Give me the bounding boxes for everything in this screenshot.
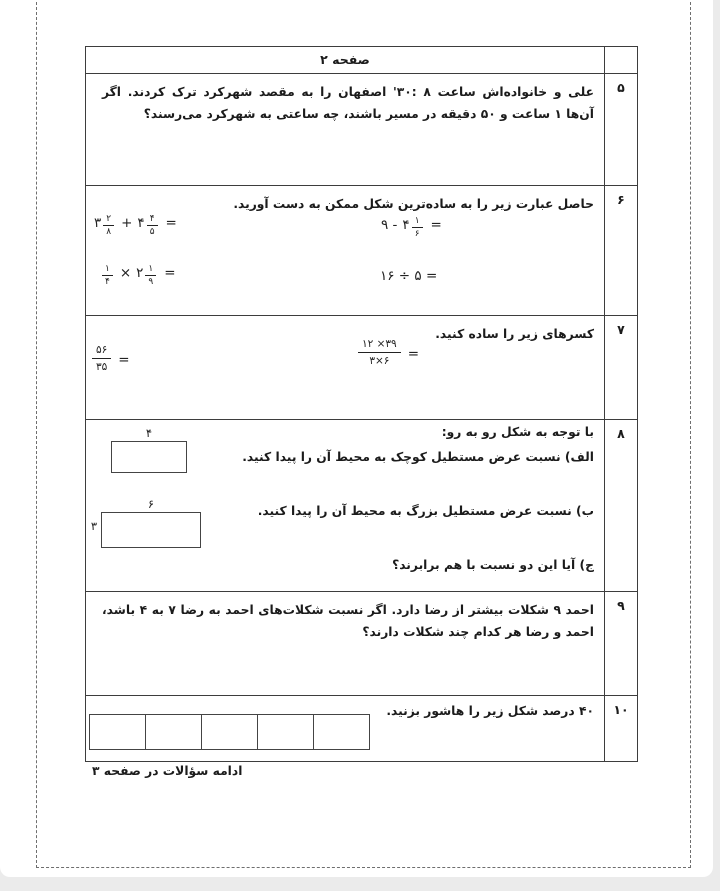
fraction-denominator: ۴: [105, 277, 110, 287]
fraction-denominator: ۶: [414, 229, 420, 239]
questions-table: [85, 46, 638, 762]
q7-fraction-simple: [92, 344, 130, 373]
fraction-numerator: ۱: [412, 216, 423, 228]
equals-sign: =: [430, 217, 442, 233]
big-rectangle: [101, 512, 201, 548]
question-8-content: [86, 420, 604, 591]
math-operator: +: [121, 215, 133, 231]
question-6-content: [86, 186, 604, 315]
math-token: ۴: [137, 215, 145, 231]
question-9-number: ۹: [604, 592, 637, 695]
math-token: ۲: [136, 265, 144, 281]
question-row-5: [86, 73, 637, 185]
question-8-number: ۸: [604, 420, 637, 591]
question-8-part-c: ج) آیا این دو نسبت با هم برابرند؟: [392, 558, 594, 572]
fraction-denominator: ۳۵: [96, 361, 108, 373]
question-10-text: ۴۰ درصد شکل زیر را هاشور بزنید.: [386, 704, 594, 718]
question-8-intro: با توجه به شکل رو به رو:: [441, 425, 594, 439]
question-6-text: حاصل عبارت زیر را به ساده‌ترین شکل ممکن به دست آورید.: [233, 197, 594, 211]
fraction-numerator: ۲: [103, 214, 114, 226]
question-7-number: ۷: [604, 316, 637, 419]
question-9-text: احمد ۹ شکلات بیشتر از رضا دارد. اگر نسبت شکلات‌های احمد به رضا ۷ به ۴ باشد، احمد و رضا هر کدام چند شکلات دارند؟: [102, 603, 594, 639]
page-title: صفحه ۲: [320, 52, 370, 67]
question-10-content: [86, 696, 604, 761]
fraction-denominator: ۹: [148, 277, 154, 287]
question-6-number: ۶: [604, 186, 637, 315]
q6-expression-multiplication: [100, 264, 176, 287]
small-rectangle-width-label: ۴: [145, 426, 153, 440]
fraction: [103, 214, 114, 237]
fraction: [92, 344, 111, 373]
fraction-denominator: ۵: [149, 227, 155, 237]
fraction: [412, 216, 423, 239]
grid-cell: [90, 715, 145, 749]
question-9-content: [86, 592, 604, 695]
fraction-numerator: ۱۲ ×۳۹: [358, 338, 401, 353]
fraction-numerator: ۱: [102, 264, 113, 276]
question-5-text: علی و خانواده‌اش ساعت ۸ :۳۰' اصفهان را به مقصد شهرکرد ترک کردند. اگر آن‌ها ۱ ساعت و ۵۰ دقیقه در مسیر باشند، چه ساعتی به شهرکرد می‌رسند؟: [102, 85, 595, 121]
math-token: ۴: [402, 217, 410, 233]
header-number-cell: [604, 47, 637, 73]
fraction-denominator: ۳×۶: [369, 355, 390, 367]
fraction: [147, 214, 158, 237]
fraction: [145, 264, 156, 287]
question-row-8: [86, 419, 637, 591]
fraction: [358, 338, 401, 367]
q6-expression-subtraction: [381, 216, 442, 239]
equals-sign: =: [165, 215, 177, 231]
math-token: ۳: [94, 215, 102, 231]
question-7-content: [86, 316, 604, 419]
footer-note: ادامه سؤالات در صفحه ۳: [92, 764, 243, 778]
fraction-numerator: ۴: [147, 214, 158, 226]
fraction-numerator: ۱: [145, 264, 156, 276]
grid-cell: [313, 715, 369, 749]
question-8-part-b: ب) نسبت عرض مستطیل بزرگ به محیط آن را پیدا کنید.: [257, 504, 594, 518]
question-row-6: [86, 185, 637, 315]
question-8-part-a: الف) نسبت عرض مستطیل کوچک به محیط آن را پیدا کنید.: [242, 450, 594, 464]
question-10-number: ۱۰: [604, 696, 637, 761]
grid-cell: [201, 715, 257, 749]
q6-expression-division: ۱۶ ÷ ۵ =: [380, 268, 438, 284]
fraction: [102, 264, 113, 287]
big-rectangle-width-label: ۶: [147, 497, 155, 511]
equals-sign: =: [118, 352, 130, 368]
grid-cell: [145, 715, 201, 749]
fraction-numerator: ۵۶: [92, 344, 111, 359]
q6-expression-addition: [94, 214, 177, 237]
percent-grid: [89, 714, 370, 750]
small-rectangle: [111, 441, 187, 473]
table-header-row: [86, 47, 637, 73]
big-rectangle-height-label: ۳: [90, 519, 98, 533]
question-5-content: [86, 74, 604, 185]
question-row-9: [86, 591, 637, 695]
grid-cell: [257, 715, 313, 749]
question-5-number: ۵: [604, 74, 637, 185]
question-7-text: کسرهای زیر را ساده کنید.: [435, 327, 594, 341]
question-row-7: [86, 315, 637, 419]
math-token: ۹ -: [381, 217, 398, 233]
math-operator: ×: [119, 265, 132, 281]
fraction-denominator: ۸: [106, 227, 112, 237]
equals-sign: =: [407, 346, 420, 362]
question-row-10: [86, 695, 637, 761]
q7-fraction-product: [358, 338, 419, 367]
equals-sign: =: [164, 265, 176, 281]
